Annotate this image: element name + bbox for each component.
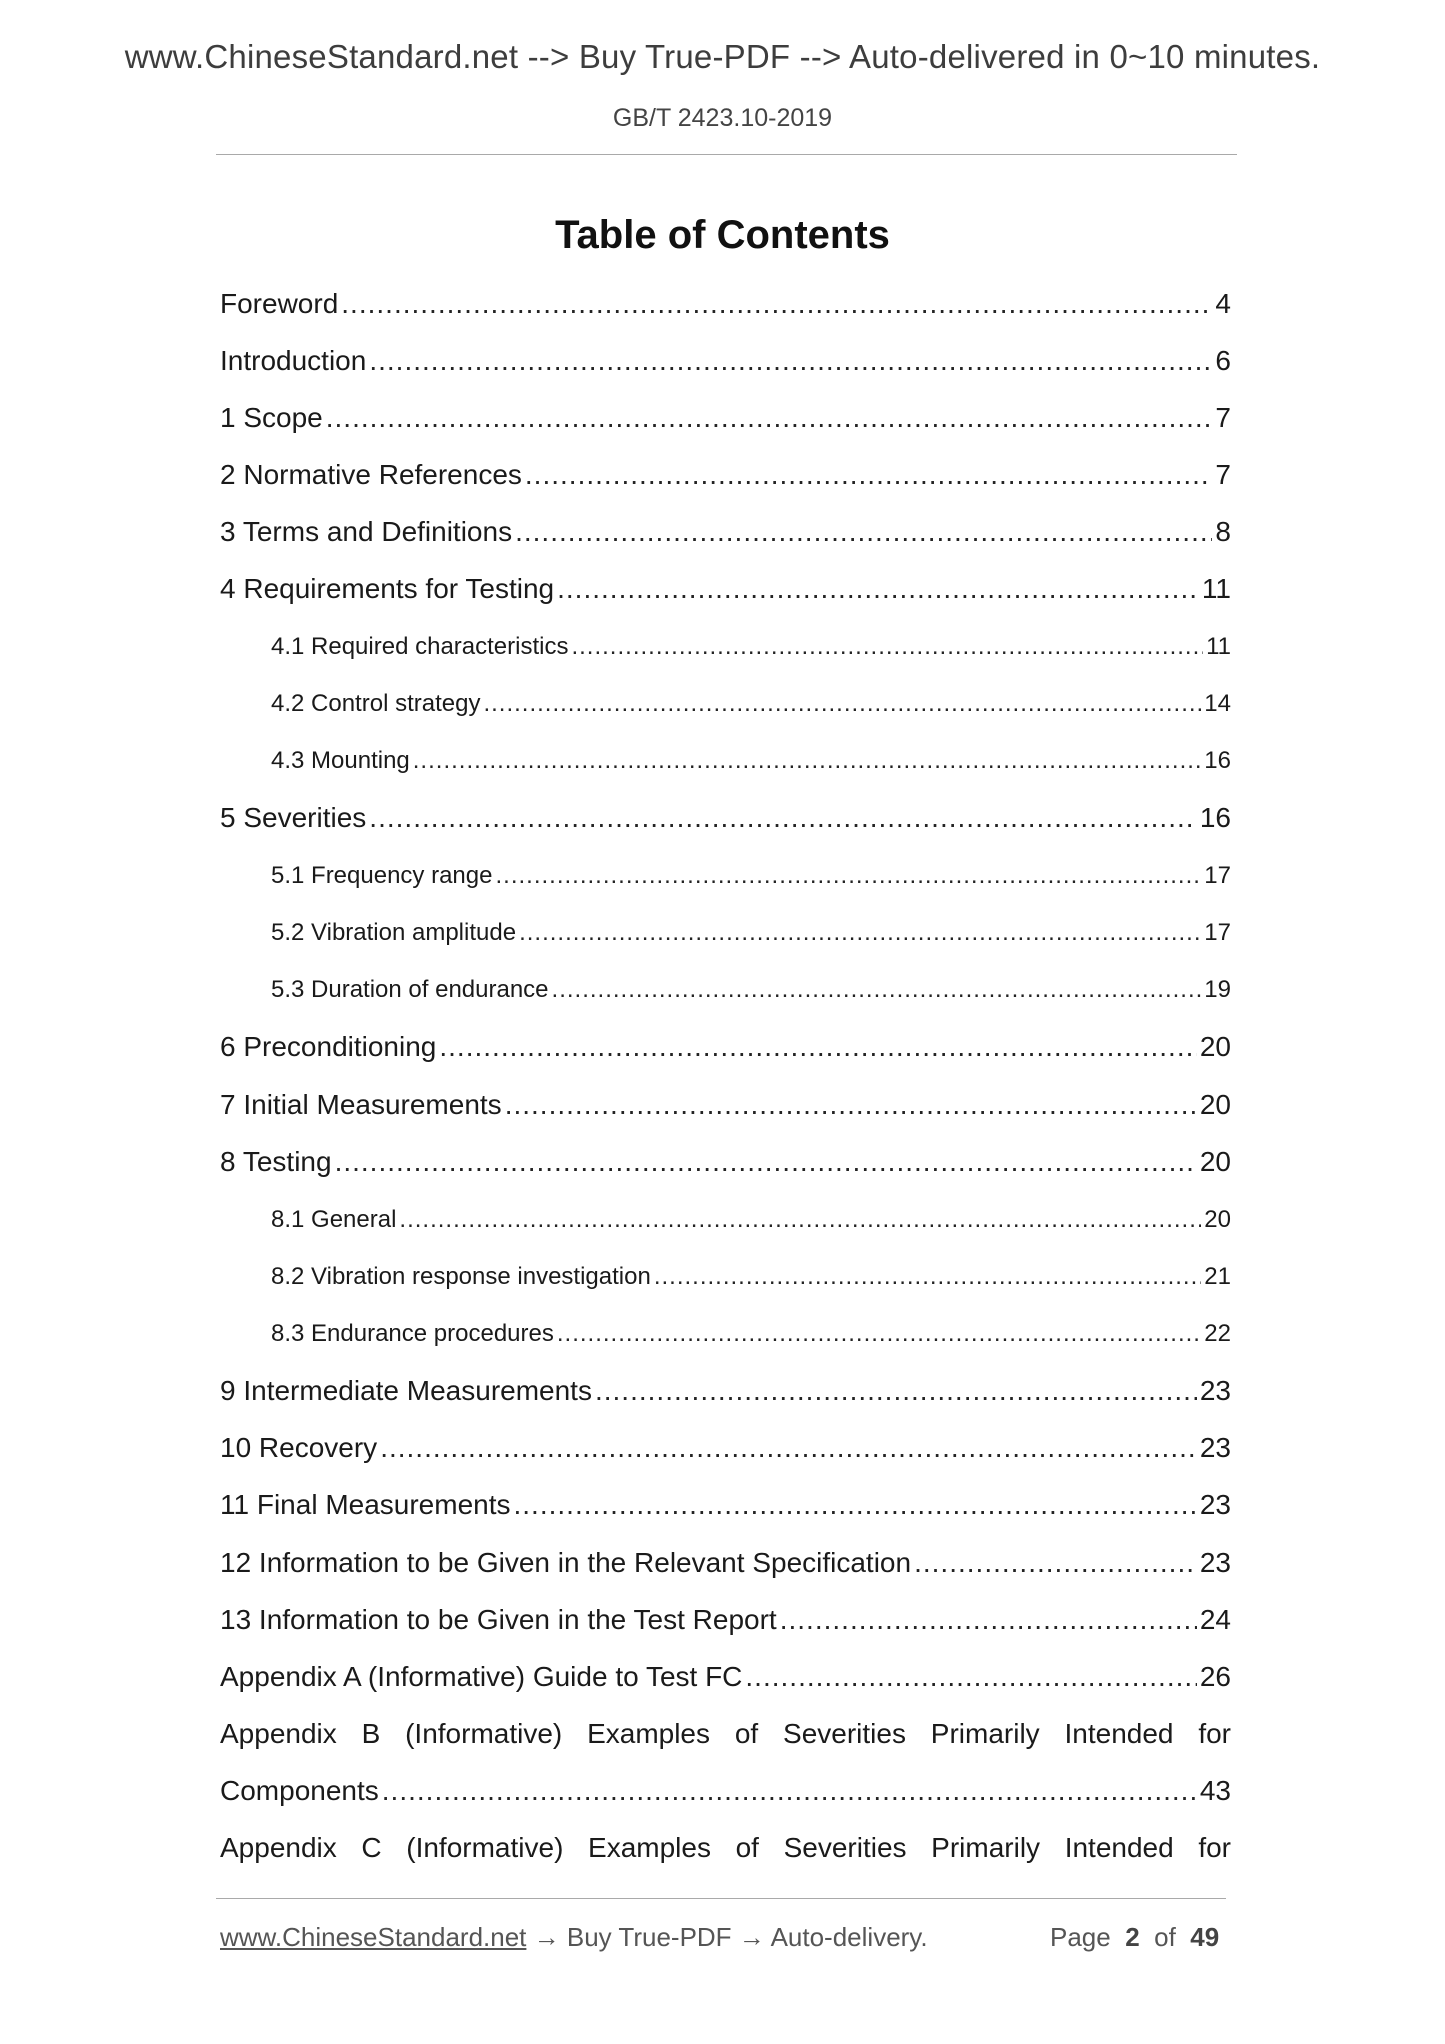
document-id: GB/T 2423.10-2019 (612, 104, 833, 132)
toc-subentry[interactable] (271, 690, 1231, 718)
page-total: 49 (1190, 1922, 1220, 1952)
toc-entry-page: 4 (1215, 288, 1231, 319)
toc-entry-label: 2 Normative References (220, 459, 522, 490)
dot-leader (654, 1263, 1201, 1291)
toc-subentry[interactable] (271, 633, 1231, 661)
page-label: Page (1050, 1922, 1111, 1952)
dot-leader (914, 1547, 1197, 1579)
toc-entry-label: 5 Severities (220, 802, 367, 833)
toc-entry[interactable] (220, 402, 1231, 434)
dot-leader (341, 288, 1212, 320)
page-indicator (1050, 1922, 1219, 1953)
dot-leader (745, 1661, 1196, 1693)
dot-leader (335, 1146, 1197, 1178)
dot-leader (369, 802, 1197, 834)
toc-entry-page: 24 (1199, 1604, 1231, 1635)
page-current: 2 (1125, 1922, 1140, 1952)
toc-entry[interactable] (220, 1432, 1231, 1464)
dot-leader (552, 976, 1202, 1004)
toc-entry-label: 6 Preconditioning (220, 1031, 437, 1062)
toc-subentry[interactable] (271, 1206, 1231, 1234)
toc-entry-label: Components (220, 1775, 379, 1806)
toc-entry-appendix-c-line1[interactable]: Appendix C (Informative) Examples of Severities Primarily Intended for (220, 1832, 1231, 1863)
dot-leader (514, 1489, 1197, 1521)
toc-entry-label: 13 Information to be Given in the Test Report (220, 1604, 777, 1635)
dot-leader (326, 402, 1213, 434)
dot-leader (413, 747, 1202, 775)
toc-subentry[interactable] (271, 1320, 1231, 1348)
toc-entry-page: 17 (1204, 919, 1231, 946)
toc-entry-page: 16 (1204, 747, 1231, 774)
toc-entry-label: Appendix A (Informative) Guide to Test FC (220, 1661, 743, 1692)
toc-entry-page: 43 (1199, 1775, 1231, 1806)
toc-entry-label: 5.2 Vibration amplitude (271, 919, 517, 946)
page-of: of (1154, 1922, 1176, 1952)
toc-entry-label: 8.3 Endurance procedures (271, 1320, 554, 1347)
toc-entry-page: 14 (1204, 690, 1231, 717)
toc-entry[interactable] (220, 573, 1231, 605)
toc-entry-page: 23 (1199, 1432, 1231, 1463)
dot-leader (369, 345, 1212, 377)
footer-divider (216, 1898, 1226, 1899)
toc-entry-appendix-b-line1[interactable]: Appendix B (Informative) Examples of Severities Primarily Intended for (220, 1718, 1231, 1749)
toc-entry-page: 11 (1206, 633, 1231, 660)
toc-entry-label: 7 Initial Measurements (220, 1089, 502, 1120)
toc-subentry[interactable] (271, 862, 1231, 890)
toc-subentry[interactable] (271, 1263, 1231, 1291)
toc-entry[interactable] (220, 288, 1231, 320)
toc-entry-page: 11 (1201, 573, 1231, 604)
toc-entry[interactable] (220, 1489, 1231, 1521)
toc-subentry[interactable] (271, 919, 1231, 947)
toc-entry-page: 8 (1215, 516, 1231, 547)
dot-leader (399, 1206, 1201, 1234)
dot-leader (495, 862, 1201, 890)
toc-entry-label: 12 Information to be Given in the Relevant Specification (220, 1547, 912, 1578)
toc-entry-page: 17 (1204, 862, 1231, 889)
toc-entry-label: 4.2 Control strategy (271, 690, 481, 717)
toc-entry[interactable] (220, 1146, 1231, 1178)
toc-entry[interactable] (220, 1089, 1231, 1121)
toc-entry-label: 5.1 Frequency range (271, 862, 493, 889)
toc-entry-label: Foreword (220, 288, 339, 319)
dot-leader (380, 1432, 1197, 1464)
toc-entry-label: 4.3 Mounting (271, 747, 410, 774)
toc-entry-page: 22 (1204, 1320, 1231, 1347)
dot-leader (780, 1604, 1197, 1636)
toc-entry-page: 20 (1204, 1206, 1231, 1233)
toc-entry[interactable] (220, 1031, 1231, 1063)
footer-promo-text: → Buy True-PDF → Auto-delivery. (526, 1922, 928, 1952)
toc-entry-label: 10 Recovery (220, 1432, 378, 1463)
dot-leader (557, 573, 1199, 605)
toc-entry-page: 6 (1215, 345, 1231, 376)
toc-entry-page: 7 (1215, 402, 1231, 433)
toc-entry[interactable] (220, 1547, 1231, 1579)
toc-entry[interactable] (220, 802, 1231, 834)
dot-leader (595, 1375, 1197, 1407)
toc-entry-page: 23 (1199, 1489, 1231, 1520)
toc-entry-label: 11 Final Measurements (220, 1489, 511, 1520)
toc-entry-page: 26 (1199, 1661, 1231, 1692)
dot-leader (525, 459, 1213, 491)
toc-entry-page: 20 (1199, 1089, 1231, 1120)
toc-entry-page: 23 (1199, 1375, 1231, 1406)
toc-entry-page: 7 (1215, 459, 1231, 490)
toc-entry[interactable] (220, 345, 1231, 377)
footer-link[interactable]: www.ChineseStandard.net (220, 1922, 527, 1952)
dot-leader (519, 919, 1201, 947)
top-banner: www.ChineseStandard.net --> Buy True-PDF --> Auto-delivered in 0~10 minutes. (124, 38, 1321, 75)
toc-entry[interactable] (220, 1604, 1231, 1636)
dot-leader (571, 633, 1203, 661)
toc-entry-label: Introduction (220, 345, 367, 376)
toc-entry-label: 5.3 Duration of endurance (271, 976, 549, 1003)
toc-entry-label: 8.2 Vibration response investigation (271, 1263, 651, 1290)
toc-entry[interactable] (220, 516, 1231, 548)
toc-entry-page: 16 (1199, 802, 1231, 833)
toc-entry-label: 9 Intermediate Measurements (220, 1375, 592, 1406)
toc-entry-label: 8.1 General (271, 1206, 397, 1233)
dot-leader (382, 1775, 1197, 1807)
toc-entry-label: 1 Scope (220, 402, 323, 433)
toc-entry-label: 4 Requirements for Testing (220, 573, 555, 604)
dot-leader (515, 516, 1212, 548)
dot-leader (505, 1089, 1197, 1121)
toc-entry-page: 23 (1199, 1547, 1231, 1578)
toc-subentry[interactable] (271, 976, 1231, 1004)
toc-title: Table of Contents (555, 213, 890, 257)
dot-leader (483, 690, 1201, 718)
toc-subentry[interactable] (271, 747, 1231, 775)
toc-entry[interactable] (220, 1375, 1231, 1407)
dot-leader (557, 1320, 1201, 1348)
toc-entry-label: 3 Terms and Definitions (220, 516, 513, 547)
toc-entry[interactable] (220, 459, 1231, 491)
toc-entry-page: 19 (1204, 976, 1231, 1003)
dot-leader (439, 1031, 1196, 1063)
toc-entry-page: 20 (1199, 1031, 1231, 1062)
toc-entry-page: 20 (1199, 1146, 1231, 1177)
toc-entry-label: 8 Testing (220, 1146, 332, 1177)
footer-promo (220, 1922, 928, 1953)
toc-entry-appendix-b-line2[interactable] (220, 1775, 1231, 1807)
toc-entry-page: 21 (1204, 1263, 1231, 1290)
toc-entry[interactable] (220, 1661, 1231, 1693)
toc-entry-label: 4.1 Required characteristics (271, 633, 569, 660)
